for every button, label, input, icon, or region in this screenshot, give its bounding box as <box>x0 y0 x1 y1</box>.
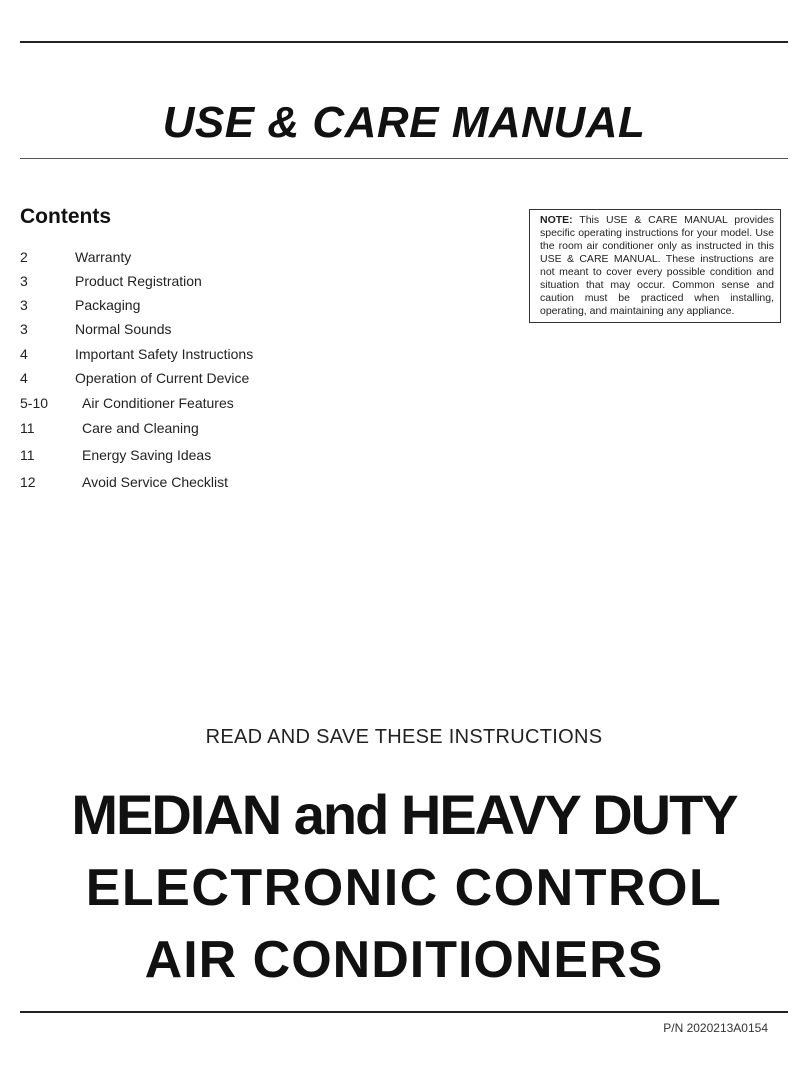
note-label: NOTE: <box>540 214 573 226</box>
toc-page-number: 4 <box>20 346 28 362</box>
title-divider <box>20 158 788 159</box>
toc-item-label: Energy Saving Ideas <box>82 447 212 463</box>
page-title: USE & CARE MANUAL <box>162 98 646 147</box>
part-number: P/N 2020213A0154 <box>663 1021 768 1035</box>
toc-item[interactable] <box>20 249 440 269</box>
toc-item-label: Warranty <box>75 249 132 265</box>
toc-page-number: 5-10 <box>20 395 49 411</box>
toc-item-label: Packaging <box>75 297 141 313</box>
toc-item[interactable] <box>20 370 440 390</box>
toc-page-number: 3 <box>20 297 28 313</box>
product-title-line-1: MEDIAN and HEAVY DUTY <box>71 783 737 846</box>
top-rule <box>20 41 788 43</box>
toc-item[interactable] <box>20 273 440 293</box>
toc-item-label: Care and Cleaning <box>82 420 199 436</box>
toc-page-number: 12 <box>20 474 36 490</box>
toc-item[interactable] <box>20 321 440 341</box>
toc-item-label: Product Registration <box>75 273 202 289</box>
contents-heading: Contents <box>20 205 111 228</box>
bottom-rule <box>20 1011 788 1013</box>
toc-item-label: Air Conditioner Features <box>82 395 234 411</box>
toc-page-number: 3 <box>20 273 28 289</box>
toc-page-number: 4 <box>20 370 28 386</box>
toc-item[interactable] <box>20 420 440 440</box>
toc-page-number: 11 <box>20 420 35 436</box>
toc-item[interactable] <box>20 395 440 415</box>
note-text: This USE & CARE MANUAL provides specific operating instructions for your model. Use the room air conditioner only as instructed in this USE & CARE MANUAL. These instructions are not meant to cover every possible condition and situation that may occur. Common sense and caution must be practiced when installing, operating, and maintaining any appliance. <box>540 214 774 317</box>
toc-item[interactable] <box>20 297 440 317</box>
toc-item-label: Important Safety Instructions <box>75 346 254 362</box>
read-save-instructions: READ AND SAVE THESE INSTRUCTIONS <box>205 726 603 748</box>
toc-page-number: 11 <box>20 447 35 463</box>
toc-item[interactable] <box>20 346 440 366</box>
toc-item-label: Operation of Current Device <box>75 370 250 386</box>
note-box <box>529 209 781 323</box>
toc-page-number: 3 <box>20 321 28 337</box>
toc-page-number: 2 <box>20 249 28 265</box>
toc-item[interactable] <box>20 474 440 494</box>
product-title-line-2: ELECTRONIC CONTROL <box>85 859 723 917</box>
toc-item[interactable] <box>20 447 440 467</box>
toc-item-label: Avoid Service Checklist <box>82 474 229 490</box>
product-title-line-3: AIR CONDITIONERS <box>144 931 664 989</box>
toc-item-label: Normal Sounds <box>75 321 172 337</box>
